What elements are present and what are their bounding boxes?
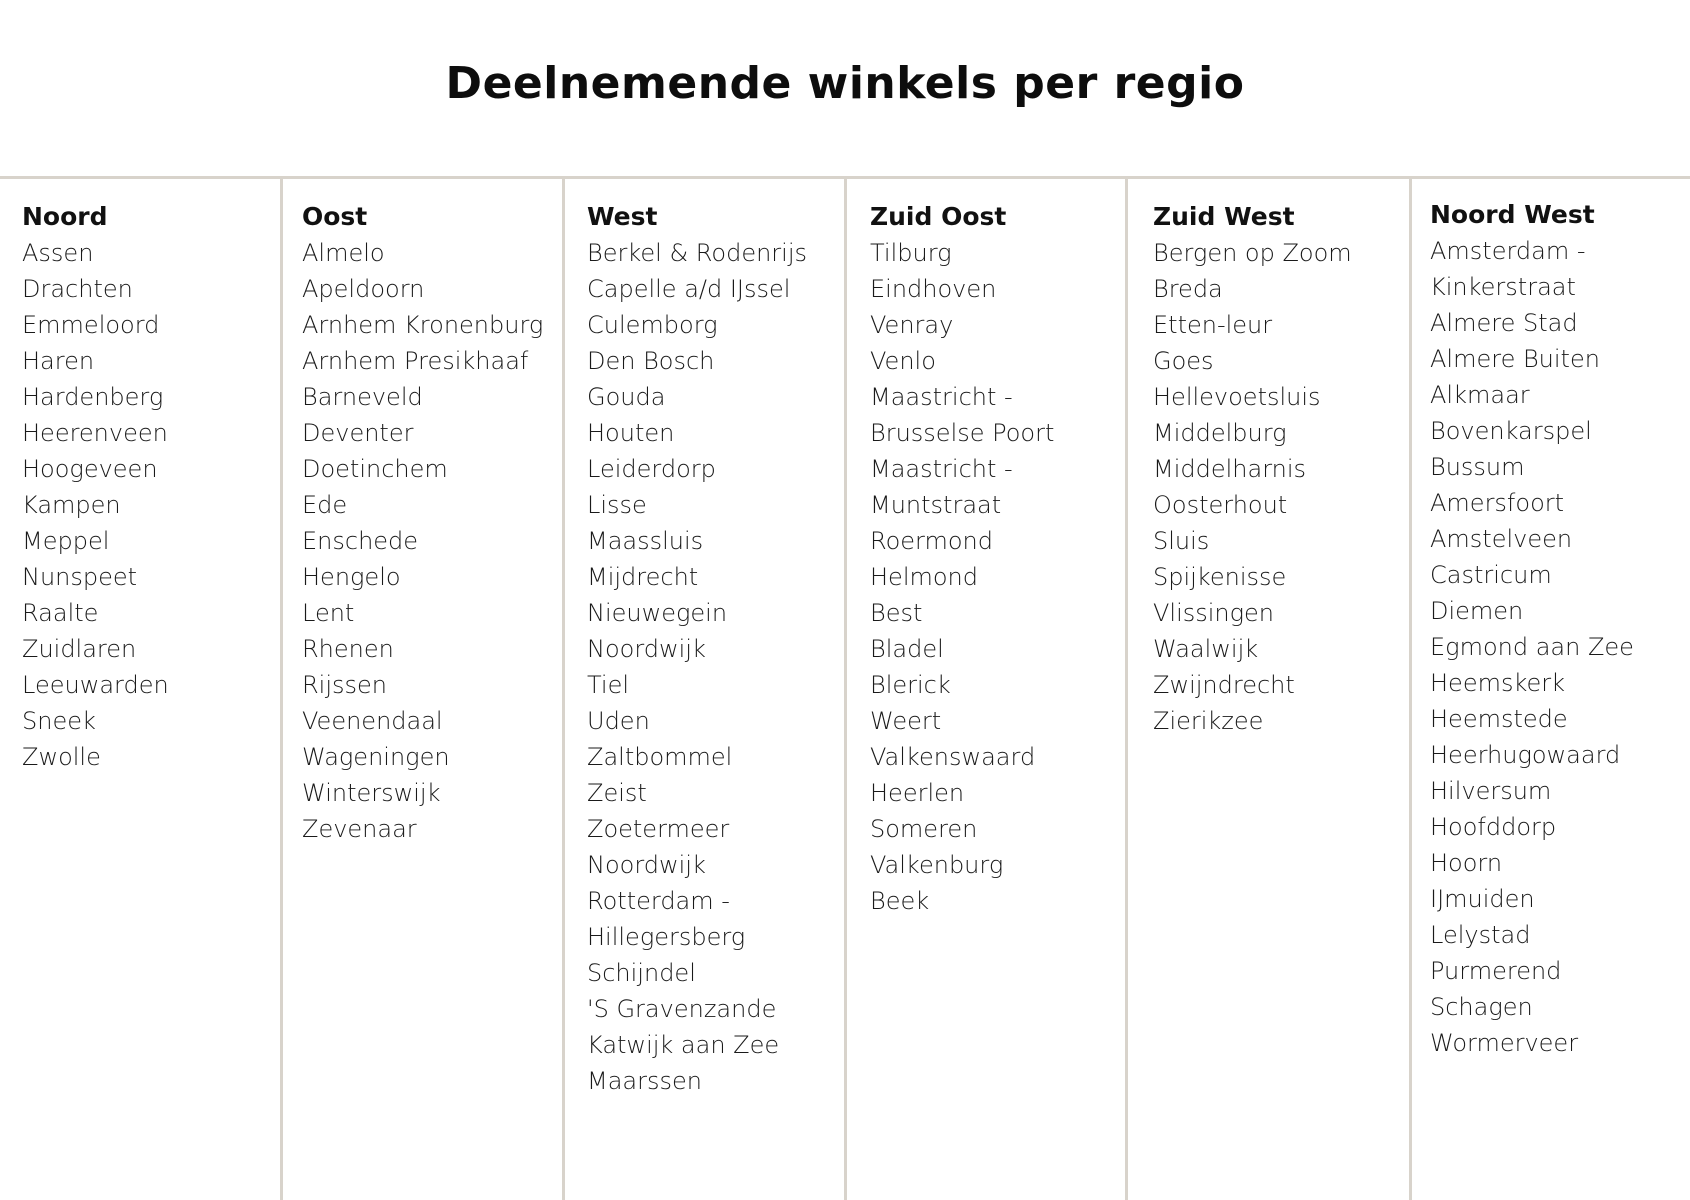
list-item: Hardenberg	[22, 383, 164, 411]
region-column-zuid-west	[1153, 179, 1407, 1200]
list-item: Maassluis	[587, 527, 704, 555]
region-heading: Zuid West	[1153, 202, 1295, 231]
list-item: Lent	[302, 599, 355, 627]
list-item: Best	[870, 599, 923, 627]
list-item: Heerenveen	[22, 419, 168, 447]
list-item: Zwijndrecht	[1153, 671, 1295, 699]
list-item: Venray	[870, 311, 954, 339]
page-title: Deelnemende winkels per regio	[445, 58, 1245, 109]
region-column-west	[587, 179, 842, 1200]
list-item: Diemen	[1430, 597, 1524, 625]
list-item: Arnhem Presikhaaf	[302, 347, 529, 375]
list-item: Winterswijk	[302, 779, 441, 807]
list-item: Tiel	[587, 671, 630, 699]
list-item: Den Bosch	[587, 347, 715, 375]
city-list	[1430, 233, 1688, 1061]
list-item: Kinkerstraat	[1430, 273, 1576, 301]
list-item: Almelo	[302, 239, 385, 267]
region-heading: Noord West	[1430, 200, 1595, 229]
list-item: Heerlen	[870, 779, 965, 807]
list-item: Hilversum	[1430, 777, 1552, 805]
list-item: Zoetermeer	[587, 815, 730, 843]
regions-table	[0, 179, 1690, 1200]
list-item: Valkenburg	[870, 851, 1004, 879]
region-column-zuid-oost	[870, 179, 1122, 1200]
list-item: Amersfoort	[1430, 489, 1565, 517]
city-list	[22, 235, 277, 775]
list-item: Assen	[22, 239, 94, 267]
list-item: Hoofddorp	[1430, 813, 1557, 841]
list-item: Blerick	[870, 671, 951, 699]
list-item: Someren	[870, 815, 978, 843]
region-column-oost	[302, 179, 560, 1200]
list-item: Haren	[22, 347, 95, 375]
list-item: Meppel	[22, 527, 110, 555]
list-item: Barneveld	[302, 383, 423, 411]
list-item: Middelburg	[1153, 419, 1287, 447]
list-item: Hoorn	[1430, 849, 1503, 877]
list-item: Maastricht -	[870, 455, 1013, 483]
list-item: Roermond	[870, 527, 993, 555]
list-item: Nunspeet	[22, 563, 138, 591]
column-separator	[1409, 179, 1412, 1200]
list-item: Venlo	[870, 347, 936, 375]
list-item: Zeist	[587, 779, 647, 807]
list-item: Nieuwegein	[587, 599, 728, 627]
list-item: Uden	[587, 707, 650, 735]
list-item: Kampen	[22, 491, 121, 519]
list-item: Berkel & Rodenrijs	[587, 239, 807, 267]
column-separator	[562, 179, 565, 1200]
list-item: Schagen	[1430, 993, 1533, 1021]
list-item: Heerhugowaard	[1430, 741, 1621, 769]
list-item: Arnhem Kronenburg	[302, 311, 544, 339]
list-item: Bovenkarspel	[1430, 417, 1592, 445]
region-column-noord-west	[1430, 179, 1688, 1200]
list-item: Muntstraat	[870, 491, 1002, 519]
list-item: Egmond aan Zee	[1430, 633, 1634, 661]
list-item: Capelle a/d IJssel	[587, 275, 791, 303]
list-item: Tilburg	[870, 239, 952, 267]
region-heading: Oost	[302, 202, 368, 231]
list-item: Hellevoetsluis	[1153, 383, 1321, 411]
list-item: Spijkenisse	[1153, 563, 1287, 591]
list-item: Emmeloord	[22, 311, 160, 339]
region-heading: Noord	[22, 202, 108, 231]
column-separator	[844, 179, 847, 1200]
list-item: Rijssen	[302, 671, 387, 699]
list-item: 'S Gravenzande	[587, 995, 777, 1023]
list-item: Eindhoven	[870, 275, 997, 303]
region-heading: Zuid Oost	[870, 202, 1007, 231]
list-item: Brusselse Poort	[870, 419, 1055, 447]
list-item: Almere Stad	[1430, 309, 1578, 337]
list-item: Alkmaar	[1430, 381, 1530, 409]
city-list	[302, 235, 560, 847]
list-item: Leiderdorp	[587, 455, 716, 483]
list-item: Heemskerk	[1430, 669, 1566, 697]
list-item: Leeuwarden	[22, 671, 169, 699]
list-item: Drachten	[22, 275, 133, 303]
list-item: Culemborg	[587, 311, 718, 339]
list-item: Oosterhout	[1153, 491, 1288, 519]
list-item: Noordwijk	[587, 851, 706, 879]
list-item: Wormerveer	[1430, 1029, 1579, 1057]
list-item: Veenendaal	[302, 707, 443, 735]
list-item: Rotterdam -	[587, 887, 730, 915]
list-item: Zaltbommel	[587, 743, 733, 771]
list-item: Helmond	[870, 563, 978, 591]
list-item: Maarssen	[587, 1067, 702, 1095]
list-item: Enschede	[302, 527, 419, 555]
list-item: Sneek	[22, 707, 96, 735]
list-item: Bladel	[870, 635, 944, 663]
list-item: Mijdrecht	[587, 563, 699, 591]
city-list	[587, 235, 842, 1099]
list-item: Doetinchem	[302, 455, 448, 483]
list-item: Lelystad	[1430, 921, 1531, 949]
list-item: Amstelveen	[1430, 525, 1573, 553]
list-item: Hengelo	[302, 563, 401, 591]
list-item: Zwolle	[22, 743, 101, 771]
column-separator	[280, 179, 283, 1200]
list-item: Zuidlaren	[22, 635, 137, 663]
list-item: Maastricht -	[870, 383, 1013, 411]
list-item: Amsterdam -	[1430, 237, 1586, 265]
list-item: Hillegersberg	[587, 923, 746, 951]
list-item: Katwijk aan Zee	[587, 1031, 780, 1059]
list-item: Houten	[587, 419, 675, 447]
list-item: Almere Buiten	[1430, 345, 1600, 373]
list-item: Sluis	[1153, 527, 1210, 555]
list-item: Deventer	[302, 419, 414, 447]
list-item: Etten-leur	[1153, 311, 1273, 339]
list-item: Weert	[870, 707, 942, 735]
list-item: Vlissingen	[1153, 599, 1275, 627]
list-item: Ede	[302, 491, 348, 519]
list-item: Schijndel	[587, 959, 696, 987]
list-item: Bussum	[1430, 453, 1525, 481]
list-item: Breda	[1153, 275, 1223, 303]
column-separator	[1125, 179, 1128, 1200]
list-item: Raalte	[22, 599, 99, 627]
list-item: Beek	[870, 887, 930, 915]
list-item: Bergen op Zoom	[1153, 239, 1352, 267]
list-item: Valkenswaard	[870, 743, 1036, 771]
list-item: Heemstede	[1430, 705, 1568, 733]
list-item: IJmuiden	[1430, 885, 1535, 913]
list-item: Zierikzee	[1153, 707, 1264, 735]
list-item: Apeldoorn	[302, 275, 425, 303]
list-item: Rhenen	[302, 635, 394, 663]
region-heading: West	[587, 202, 658, 231]
city-list	[870, 235, 1122, 919]
city-list	[1153, 235, 1407, 739]
list-item: Zevenaar	[302, 815, 417, 843]
list-item: Waalwijk	[1153, 635, 1259, 663]
list-item: Castricum	[1430, 561, 1552, 589]
list-item: Middelharnis	[1153, 455, 1307, 483]
region-column-noord	[22, 179, 277, 1200]
list-item: Wageningen	[302, 743, 450, 771]
list-item: Lisse	[587, 491, 647, 519]
list-item: Hoogeveen	[22, 455, 158, 483]
list-item: Gouda	[587, 383, 666, 411]
list-item: Noordwijk	[587, 635, 706, 663]
list-item: Purmerend	[1430, 957, 1562, 985]
list-item: Goes	[1153, 347, 1214, 375]
